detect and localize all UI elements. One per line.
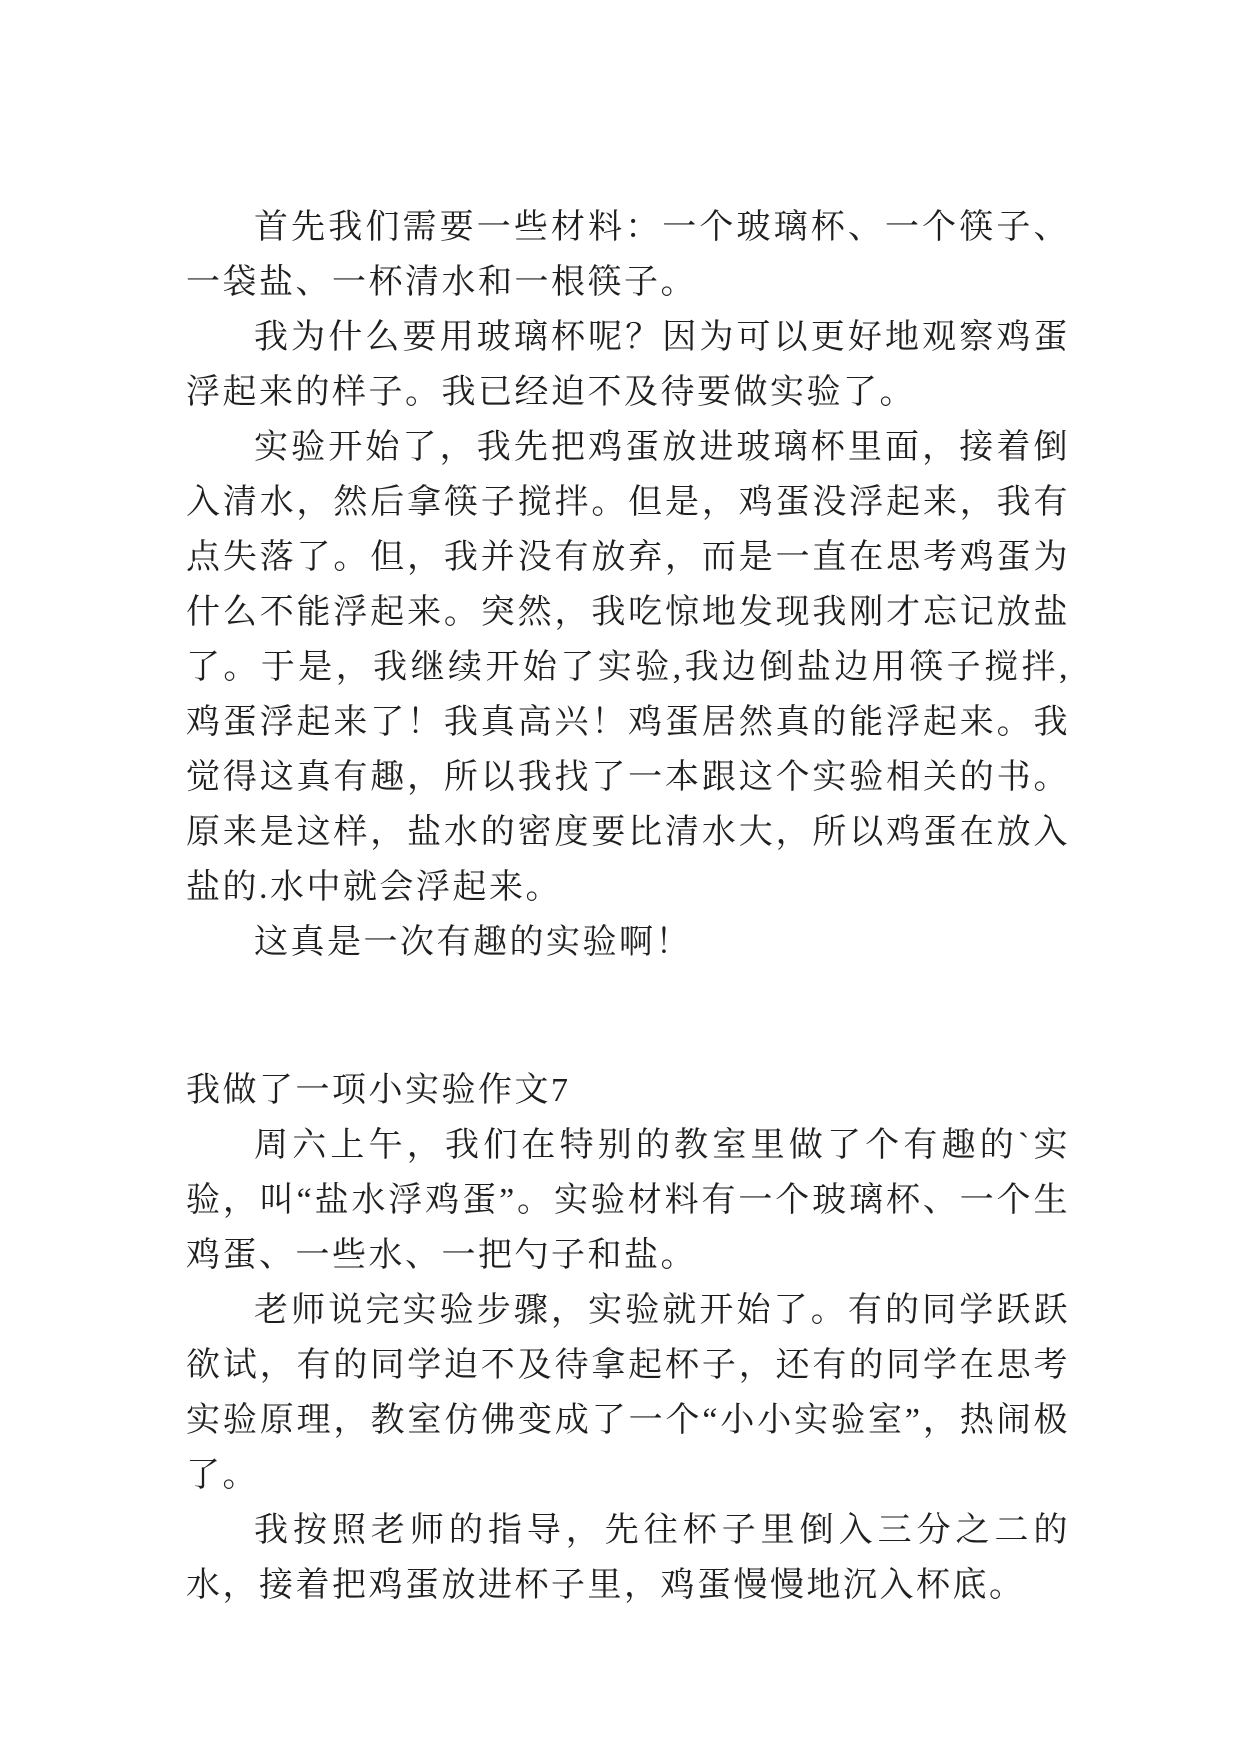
paragraph: 我为什么要用玻璃杯呢？因为可以更好地观察鸡蛋浮起来的样子。我已经迫不及待要做实验了。 [186, 319, 1070, 411]
paragraph: 我按照老师的指导，先往杯子里倒入三分之二的水，接着把鸡蛋放进杯子里，鸡蛋慢慢地沉入杯底。 [186, 1512, 1070, 1604]
paragraph: 这真是一次有趣的实验啊！ [254, 924, 692, 961]
document-content [186, 200, 1070, 1613]
paragraph: 老师说完实验步骤，实验就开始了。有的同学跃跃欲试，有的同学迫不及待拿起杯子，还有的同学在思考实验原理，教室仿佛变成了一个“小小实验室”，热闹极了。 [186, 1292, 1070, 1494]
section-heading: 我做了一项小实验作文7 [186, 1072, 571, 1109]
paragraph: 周六上午，我们在特别的教室里做了个有趣的`实验，叫“盐水浮鸡蛋”。实验材料有一个玻璃杯、一个生鸡蛋、一些水、一把勺子和盐。 [186, 1127, 1070, 1274]
paragraph: 首先我们需要一些材料：一个玻璃杯、一个筷子、一袋盐、一杯清水和一根筷子。 [186, 209, 1070, 301]
paragraph: 实验开始了，我先把鸡蛋放进玻璃杯里面，接着倒入清水，然后拿筷子搅拌。但是，鸡蛋没浮起来，我有点失落了。但，我并没有放弃，而是一直在思考鸡蛋为什么不能浮起来。突然，我吃惊地发现我刚才忘记放盐了。于是，我继续开始了实验,我边倒盐边用筷子搅拌,鸡蛋浮起来了！我真高兴！鸡蛋居然真的能浮起来。我觉得这真有趣，所以我找了一本跟这个实验相关的书。原来是这样，盐水的密度要比清水大，所以鸡蛋在放入盐的.水中就会浮起来。 [186, 429, 1070, 906]
